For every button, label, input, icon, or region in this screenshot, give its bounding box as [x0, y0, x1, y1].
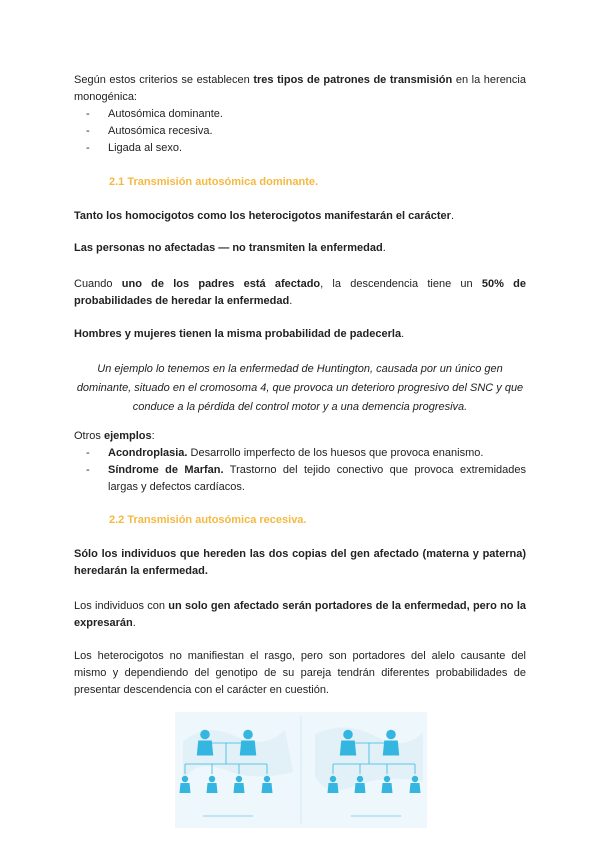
- intro-bold: tres tipos de patrones de transmisión: [253, 74, 453, 86]
- inheritance-diagram: [175, 712, 427, 828]
- intro-paragraph: [74, 72, 526, 106]
- intro-text: Según estos criterios se establecen: [74, 74, 254, 86]
- paragraph-no-afectadas: [74, 240, 526, 257]
- quote-line: dominante, situado en el cromosoma 4, que provoca un deterioro progresivo del SNC y que: [76, 382, 524, 394]
- text: Los individuos con: [74, 600, 169, 612]
- list-item: [86, 462, 526, 496]
- section-heading-dominant: 2.1 Transmisión autosómica dominante.: [109, 176, 319, 188]
- punct: .: [450, 210, 454, 222]
- paragraph-heterocigotos: [74, 648, 526, 699]
- bold-text: Hombres y mujeres tienen la misma probabilidad de padecerla: [74, 328, 402, 340]
- list-item: [86, 445, 526, 462]
- text: Cuando: [74, 278, 122, 290]
- patterns-list: [86, 106, 526, 157]
- text: Otros: [74, 430, 104, 442]
- bold-text: uno de los padres está afectado: [121, 278, 321, 290]
- paragraph-hombres-mujeres: [74, 326, 526, 343]
- example-desc: Trastorno del tejido conectivo que provoca extremidades largas y defectos cardíacos.: [108, 464, 526, 493]
- dash: -: [86, 142, 90, 154]
- list-item-text: Autosómica recesiva.: [108, 125, 213, 137]
- example-term: Acondroplasia.: [108, 447, 188, 459]
- paragraph-probabilidad: [74, 276, 526, 310]
- paragraph-portadores: [74, 598, 526, 632]
- dash: -: [86, 125, 90, 137]
- list-item: [86, 140, 526, 157]
- paragraph-homocigotos: [74, 208, 526, 225]
- quote-line: conduce a la pérdida del control motor y a una demencia progresiva.: [132, 401, 468, 413]
- dash: -: [86, 447, 90, 459]
- punct: .: [289, 295, 293, 307]
- punct: .: [382, 242, 386, 254]
- list-item: [86, 106, 526, 123]
- bold-text: Sólo los individuos que hereden las dos copias del gen afectado (materna y paterna) heredarán la enfermedad.: [74, 548, 526, 577]
- punct: .: [132, 617, 136, 629]
- example-term: Síndrome de Marfan.: [108, 464, 224, 476]
- bold-text: Las personas no afectadas — no transmiten la enfermedad: [74, 242, 383, 254]
- section-heading-recessive: 2.2 Transmisión autosómica recesiva.: [109, 514, 307, 526]
- text: Los heterocigotos no manifiestan el rasgo, pero son portadores del alelo causante del mismo y dependiendo del genotipo de su pareja tendrán diferentes probabilidades de presentar descendencia con el carácter en cuestión.: [74, 650, 526, 696]
- bold-text: ejemplos: [103, 430, 152, 442]
- punct: .: [401, 328, 405, 340]
- example-desc: Desarrollo imperfecto de los huesos que provoca enanismo.: [187, 447, 484, 459]
- quote-line: Un ejemplo lo tenemos en la enfermedad de Huntington, causada por un único gen: [97, 363, 503, 375]
- paragraph-dos-copias: [74, 546, 526, 580]
- otros-ejemplos: [74, 428, 526, 445]
- bold-text: un solo gen afectado serán portadores de la enfermedad, pero no la expresarán: [74, 600, 526, 629]
- dash: -: [86, 108, 90, 120]
- bold-text: Tanto los homocigotos como los heterocigotos manifestarán el carácter: [74, 210, 451, 222]
- examples-list: [86, 445, 526, 496]
- huntington-quote: [74, 360, 526, 417]
- dash: -: [86, 464, 90, 476]
- list-item: [86, 123, 526, 140]
- punct: :: [151, 430, 155, 442]
- text: , la descendencia tiene un: [320, 278, 482, 290]
- list-item-text: Autosómica dominante.: [108, 108, 223, 120]
- bold-text: 50% de probabilidades de heredar la enfermedad: [74, 278, 526, 307]
- list-item-text: Ligada al sexo.: [108, 142, 182, 154]
- intro-text-end: en la herencia monogénica:: [74, 74, 526, 103]
